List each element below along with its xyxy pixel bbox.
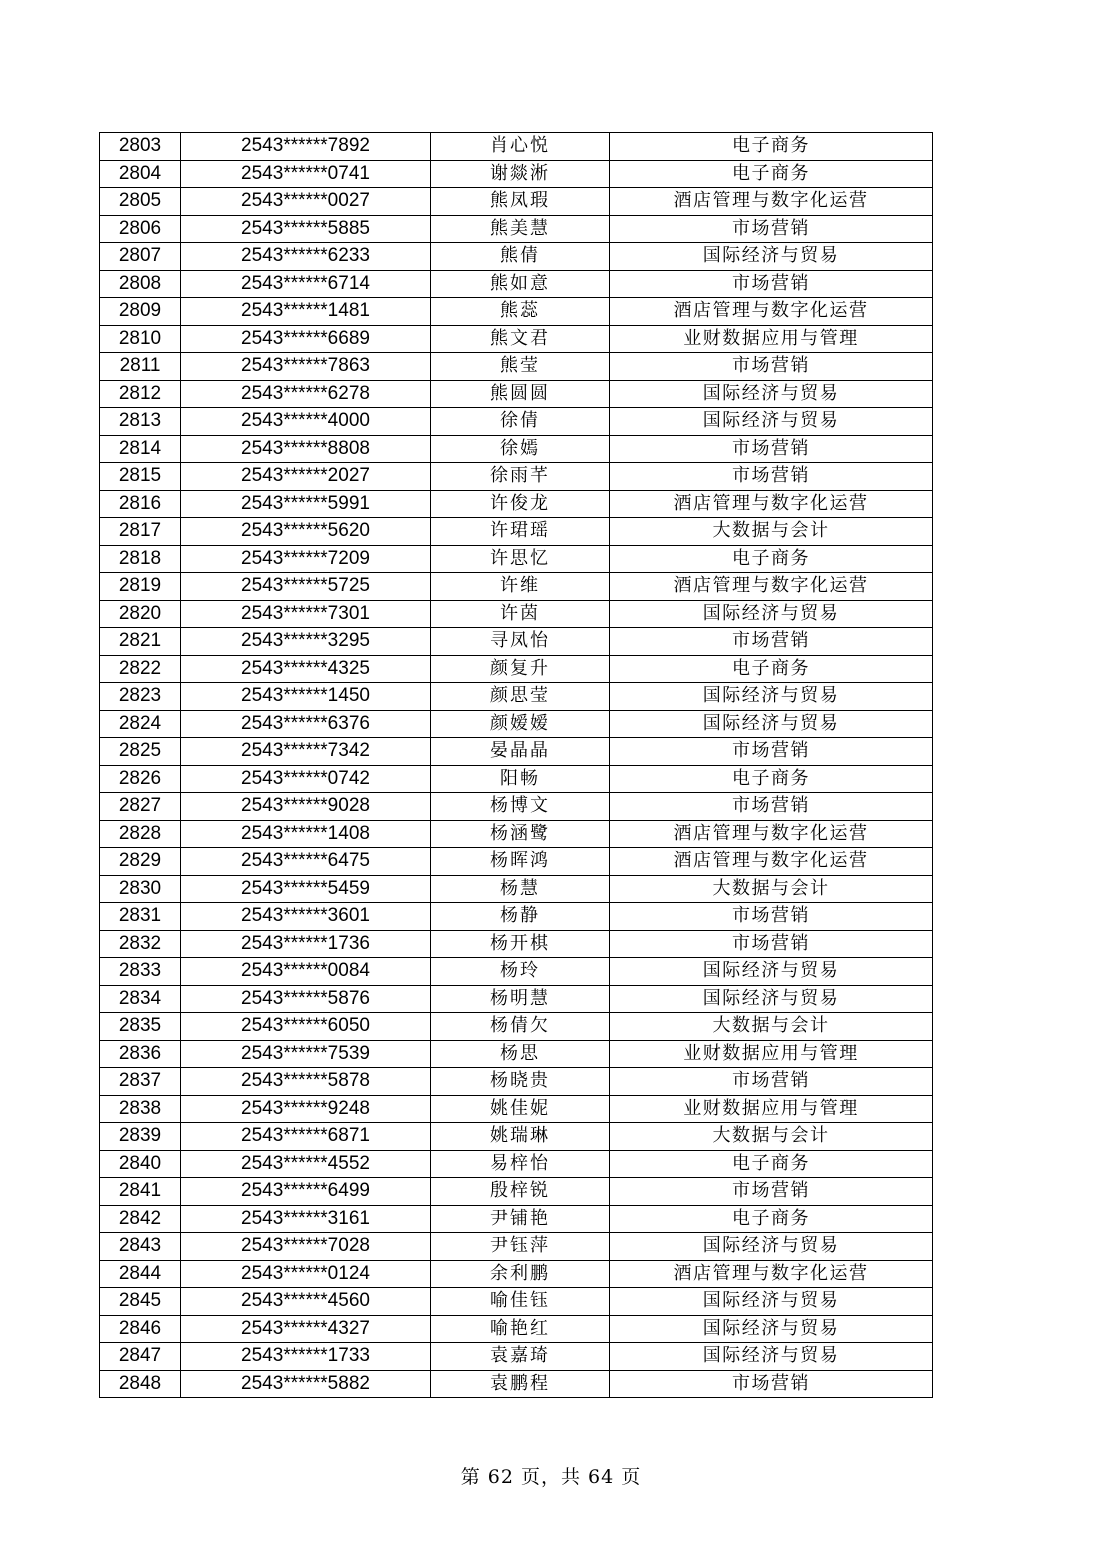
table-row xyxy=(100,848,933,876)
major-cell: 国际经济与贸易 xyxy=(610,985,933,1013)
id-cell: 2543******4327 xyxy=(181,1315,431,1343)
seq-cell: 2839 xyxy=(100,1123,181,1151)
seq-cell: 2841 xyxy=(100,1178,181,1206)
major-cell: 酒店管理与数字化运营 xyxy=(610,848,933,876)
table-row xyxy=(100,325,933,353)
seq-cell: 2820 xyxy=(100,600,181,628)
id-cell: 2543******5991 xyxy=(181,490,431,518)
major-cell: 市场营销 xyxy=(610,1068,933,1096)
name-cell: 颜思莹 xyxy=(431,683,610,711)
table-row xyxy=(100,573,933,601)
major-cell: 国际经济与贸易 xyxy=(610,710,933,738)
major-cell: 市场营销 xyxy=(610,1178,933,1206)
major-cell: 国际经济与贸易 xyxy=(610,1233,933,1261)
major-cell: 电子商务 xyxy=(610,765,933,793)
name-cell: 熊文君 xyxy=(431,325,610,353)
table-row xyxy=(100,1315,933,1343)
table-row xyxy=(100,1370,933,1398)
id-cell: 2543******0124 xyxy=(181,1260,431,1288)
table-row xyxy=(100,628,933,656)
major-cell: 酒店管理与数字化运营 xyxy=(610,188,933,216)
id-cell: 2543******0027 xyxy=(181,188,431,216)
table-row xyxy=(100,243,933,271)
seq-cell: 2840 xyxy=(100,1150,181,1178)
seq-cell: 2817 xyxy=(100,518,181,546)
name-cell: 余利鹏 xyxy=(431,1260,610,1288)
table-row xyxy=(100,738,933,766)
table-row xyxy=(100,270,933,298)
name-cell: 肖心悦 xyxy=(431,133,610,161)
id-cell: 2543******9028 xyxy=(181,793,431,821)
major-cell: 电子商务 xyxy=(610,1150,933,1178)
name-cell: 许茵 xyxy=(431,600,610,628)
seq-cell: 2826 xyxy=(100,765,181,793)
major-cell: 国际经济与贸易 xyxy=(610,1288,933,1316)
name-cell: 杨静 xyxy=(431,903,610,931)
seq-cell: 2844 xyxy=(100,1260,181,1288)
major-cell: 业财数据应用与管理 xyxy=(610,1095,933,1123)
major-cell: 酒店管理与数字化运营 xyxy=(610,573,933,601)
id-cell: 2543******5620 xyxy=(181,518,431,546)
table-row xyxy=(100,683,933,711)
table-row xyxy=(100,930,933,958)
major-cell: 国际经济与贸易 xyxy=(610,958,933,986)
id-cell: 2543******3601 xyxy=(181,903,431,931)
seq-cell: 2847 xyxy=(100,1343,181,1371)
major-cell: 市场营销 xyxy=(610,435,933,463)
name-cell: 姚佳妮 xyxy=(431,1095,610,1123)
name-cell: 熊美慧 xyxy=(431,215,610,243)
seq-cell: 2809 xyxy=(100,298,181,326)
name-cell: 阳畅 xyxy=(431,765,610,793)
table-row xyxy=(100,298,933,326)
name-cell: 喻佳钰 xyxy=(431,1288,610,1316)
seq-cell: 2832 xyxy=(100,930,181,958)
id-cell: 2543******7028 xyxy=(181,1233,431,1261)
seq-cell: 2829 xyxy=(100,848,181,876)
id-cell: 2543******1733 xyxy=(181,1343,431,1371)
name-cell: 杨思 xyxy=(431,1040,610,1068)
seq-cell: 2818 xyxy=(100,545,181,573)
table-row xyxy=(100,1068,933,1096)
id-cell: 2543******7539 xyxy=(181,1040,431,1068)
id-cell: 2543******5725 xyxy=(181,573,431,601)
id-cell: 2543******7209 xyxy=(181,545,431,573)
id-cell: 2543******5882 xyxy=(181,1370,431,1398)
table-row xyxy=(100,793,933,821)
table-row xyxy=(100,985,933,1013)
major-cell: 国际经济与贸易 xyxy=(610,380,933,408)
name-cell: 杨开棋 xyxy=(431,930,610,958)
seq-cell: 2848 xyxy=(100,1370,181,1398)
table-row xyxy=(100,490,933,518)
major-cell: 市场营销 xyxy=(610,628,933,656)
table-row xyxy=(100,1233,933,1261)
major-cell: 酒店管理与数字化运营 xyxy=(610,1260,933,1288)
seq-cell: 2838 xyxy=(100,1095,181,1123)
name-cell: 颜复升 xyxy=(431,655,610,683)
table-row xyxy=(100,1123,933,1151)
table-row xyxy=(100,903,933,931)
major-cell: 电子商务 xyxy=(610,545,933,573)
id-cell: 2543******4325 xyxy=(181,655,431,683)
seq-cell: 2834 xyxy=(100,985,181,1013)
major-cell: 国际经济与贸易 xyxy=(610,408,933,436)
major-cell: 市场营销 xyxy=(610,738,933,766)
seq-cell: 2837 xyxy=(100,1068,181,1096)
name-cell: 熊蕊 xyxy=(431,298,610,326)
name-cell: 杨晖鸿 xyxy=(431,848,610,876)
name-cell: 喻艳红 xyxy=(431,1315,610,1343)
name-cell: 杨玲 xyxy=(431,958,610,986)
major-cell: 市场营销 xyxy=(610,215,933,243)
seq-cell: 2815 xyxy=(100,463,181,491)
seq-cell: 2823 xyxy=(100,683,181,711)
seq-cell: 2833 xyxy=(100,958,181,986)
id-cell: 2543******6714 xyxy=(181,270,431,298)
table-row xyxy=(100,160,933,188)
id-cell: 2543******6689 xyxy=(181,325,431,353)
seq-cell: 2813 xyxy=(100,408,181,436)
name-cell: 熊倩 xyxy=(431,243,610,271)
seq-cell: 2846 xyxy=(100,1315,181,1343)
major-cell: 大数据与会计 xyxy=(610,875,933,903)
id-cell: 2543******3161 xyxy=(181,1205,431,1233)
seq-cell: 2808 xyxy=(100,270,181,298)
seq-cell: 2807 xyxy=(100,243,181,271)
major-cell: 业财数据应用与管理 xyxy=(610,1040,933,1068)
id-cell: 2543******5885 xyxy=(181,215,431,243)
name-cell: 杨明慧 xyxy=(431,985,610,1013)
name-cell: 姚瑞琳 xyxy=(431,1123,610,1151)
name-cell: 袁嘉琦 xyxy=(431,1343,610,1371)
id-cell: 2543******0084 xyxy=(181,958,431,986)
seq-cell: 2843 xyxy=(100,1233,181,1261)
major-cell: 市场营销 xyxy=(610,903,933,931)
major-cell: 大数据与会计 xyxy=(610,1013,933,1041)
id-cell: 2543******6871 xyxy=(181,1123,431,1151)
seq-cell: 2821 xyxy=(100,628,181,656)
table-row xyxy=(100,545,933,573)
seq-cell: 2819 xyxy=(100,573,181,601)
name-cell: 熊圆圆 xyxy=(431,380,610,408)
major-cell: 大数据与会计 xyxy=(610,518,933,546)
major-cell: 市场营销 xyxy=(610,930,933,958)
major-cell: 电子商务 xyxy=(610,1205,933,1233)
table-row xyxy=(100,1178,933,1206)
id-cell: 2543******4552 xyxy=(181,1150,431,1178)
id-cell: 2543******1408 xyxy=(181,820,431,848)
major-cell: 国际经济与贸易 xyxy=(610,243,933,271)
seq-cell: 2812 xyxy=(100,380,181,408)
id-cell: 2543******6050 xyxy=(181,1013,431,1041)
major-cell: 国际经济与贸易 xyxy=(610,1315,933,1343)
seq-cell: 2811 xyxy=(100,353,181,381)
table-row xyxy=(100,188,933,216)
major-cell: 国际经济与贸易 xyxy=(610,1343,933,1371)
page-number-footer: 第 62 页，共 64 页 xyxy=(460,1466,642,1488)
name-cell: 杨倩欠 xyxy=(431,1013,610,1041)
table-row xyxy=(100,1288,933,1316)
name-cell: 谢燚淅 xyxy=(431,160,610,188)
seq-cell: 2806 xyxy=(100,215,181,243)
name-cell: 熊如意 xyxy=(431,270,610,298)
major-cell: 电子商务 xyxy=(610,160,933,188)
name-cell: 徐雨芊 xyxy=(431,463,610,491)
id-cell: 2543******1450 xyxy=(181,683,431,711)
id-cell: 2543******3295 xyxy=(181,628,431,656)
name-cell: 熊莹 xyxy=(431,353,610,381)
name-cell: 殷梓锐 xyxy=(431,1178,610,1206)
id-cell: 2543******1736 xyxy=(181,930,431,958)
id-cell: 2543******4560 xyxy=(181,1288,431,1316)
table-row xyxy=(100,518,933,546)
seq-cell: 2835 xyxy=(100,1013,181,1041)
id-cell: 2543******5459 xyxy=(181,875,431,903)
id-cell: 2543******6278 xyxy=(181,380,431,408)
table-row xyxy=(100,655,933,683)
major-cell: 国际经济与贸易 xyxy=(610,683,933,711)
name-cell: 许珺瑶 xyxy=(431,518,610,546)
name-cell: 晏晶晶 xyxy=(431,738,610,766)
table-row xyxy=(100,1095,933,1123)
major-cell: 市场营销 xyxy=(610,353,933,381)
name-cell: 徐倩 xyxy=(431,408,610,436)
major-cell: 酒店管理与数字化运营 xyxy=(610,298,933,326)
seq-cell: 2814 xyxy=(100,435,181,463)
major-cell: 市场营销 xyxy=(610,1370,933,1398)
table-row xyxy=(100,1343,933,1371)
major-cell: 市场营销 xyxy=(610,793,933,821)
id-cell: 2543******8808 xyxy=(181,435,431,463)
seq-cell: 2828 xyxy=(100,820,181,848)
table-row xyxy=(100,435,933,463)
seq-cell: 2845 xyxy=(100,1288,181,1316)
table-row xyxy=(100,1260,933,1288)
seq-cell: 2831 xyxy=(100,903,181,931)
major-cell: 市场营销 xyxy=(610,270,933,298)
table-row xyxy=(100,133,933,161)
id-cell: 2543******2027 xyxy=(181,463,431,491)
id-cell: 2543******4000 xyxy=(181,408,431,436)
name-cell: 杨慧 xyxy=(431,875,610,903)
table-row xyxy=(100,958,933,986)
table-row xyxy=(100,1040,933,1068)
table-row xyxy=(100,1205,933,1233)
table-row xyxy=(100,765,933,793)
name-cell: 尹钰萍 xyxy=(431,1233,610,1261)
id-cell: 2543******5876 xyxy=(181,985,431,1013)
id-cell: 2543******7301 xyxy=(181,600,431,628)
name-cell: 许俊龙 xyxy=(431,490,610,518)
seq-cell: 2816 xyxy=(100,490,181,518)
seq-cell: 2824 xyxy=(100,710,181,738)
name-cell: 徐嫣 xyxy=(431,435,610,463)
major-cell: 大数据与会计 xyxy=(610,1123,933,1151)
major-cell: 业财数据应用与管理 xyxy=(610,325,933,353)
seq-cell: 2804 xyxy=(100,160,181,188)
id-cell: 2543******6475 xyxy=(181,848,431,876)
id-cell: 2543******0742 xyxy=(181,765,431,793)
id-cell: 2543******0741 xyxy=(181,160,431,188)
table-row xyxy=(100,820,933,848)
name-cell: 寻凤怡 xyxy=(431,628,610,656)
id-cell: 2543******7863 xyxy=(181,353,431,381)
table-row xyxy=(100,215,933,243)
seq-cell: 2830 xyxy=(100,875,181,903)
name-cell: 杨博文 xyxy=(431,793,610,821)
name-cell: 颜嫒嫒 xyxy=(431,710,610,738)
seq-cell: 2805 xyxy=(100,188,181,216)
id-cell: 2543******9248 xyxy=(181,1095,431,1123)
roster-table xyxy=(99,132,933,1398)
seq-cell: 2803 xyxy=(100,133,181,161)
table-row xyxy=(100,353,933,381)
table-row xyxy=(100,463,933,491)
table-row xyxy=(100,710,933,738)
seq-cell: 2825 xyxy=(100,738,181,766)
id-cell: 2543******6376 xyxy=(181,710,431,738)
id-cell: 2543******6233 xyxy=(181,243,431,271)
name-cell: 尹铺艳 xyxy=(431,1205,610,1233)
id-cell: 2543******1481 xyxy=(181,298,431,326)
seq-cell: 2842 xyxy=(100,1205,181,1233)
table-row xyxy=(100,1013,933,1041)
name-cell: 熊凤瑕 xyxy=(431,188,610,216)
name-cell: 许维 xyxy=(431,573,610,601)
id-cell: 2543******7342 xyxy=(181,738,431,766)
roster-table-body xyxy=(100,133,933,1398)
name-cell: 袁鹏程 xyxy=(431,1370,610,1398)
table-row xyxy=(100,600,933,628)
major-cell: 酒店管理与数字化运营 xyxy=(610,490,933,518)
seq-cell: 2810 xyxy=(100,325,181,353)
name-cell: 易梓怡 xyxy=(431,1150,610,1178)
id-cell: 2543******6499 xyxy=(181,1178,431,1206)
major-cell: 市场营销 xyxy=(610,463,933,491)
table-row xyxy=(100,1150,933,1178)
id-cell: 2543******7892 xyxy=(181,133,431,161)
major-cell: 国际经济与贸易 xyxy=(610,600,933,628)
major-cell: 电子商务 xyxy=(610,655,933,683)
id-cell: 2543******5878 xyxy=(181,1068,431,1096)
major-cell: 电子商务 xyxy=(610,133,933,161)
seq-cell: 2822 xyxy=(100,655,181,683)
name-cell: 杨涵鹭 xyxy=(431,820,610,848)
name-cell: 许思忆 xyxy=(431,545,610,573)
table-row xyxy=(100,875,933,903)
table-row xyxy=(100,408,933,436)
seq-cell: 2827 xyxy=(100,793,181,821)
major-cell: 酒店管理与数字化运营 xyxy=(610,820,933,848)
name-cell: 杨晓贵 xyxy=(431,1068,610,1096)
seq-cell: 2836 xyxy=(100,1040,181,1068)
table-row xyxy=(100,380,933,408)
